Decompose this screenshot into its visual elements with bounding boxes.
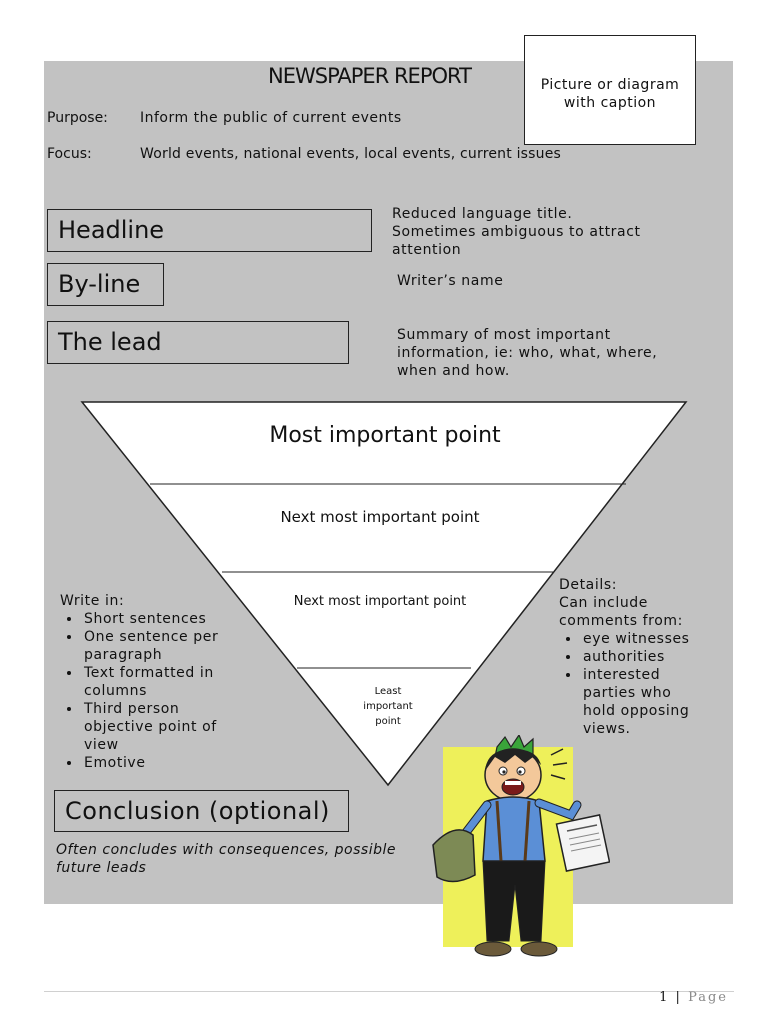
write-in-list	[60, 592, 235, 772]
list-item: • interested parties who hold opposing views.	[581, 666, 699, 738]
purpose-label: Purpose:	[47, 110, 108, 126]
conclusion-note: Often concludes with consequences, possible future leads	[56, 842, 396, 876]
purpose-text: Inform the public of current events	[140, 110, 402, 126]
focus-text: World events, national events, local events, current issues	[140, 146, 562, 162]
details-list	[559, 576, 699, 738]
page-footer	[659, 990, 728, 1005]
pyramid-level-2: Next most important point	[280, 508, 480, 526]
lead-box: The lead	[47, 321, 349, 364]
list-item: • Third person objective point of view	[82, 700, 235, 754]
write-in-heading: Write in:	[60, 593, 125, 609]
page-number: 1	[659, 990, 670, 1005]
byline-box: By-line	[47, 263, 164, 306]
list-item: • authorities	[581, 648, 699, 666]
newsboy-illustration	[425, 735, 610, 967]
lead-description: Summary of most important information, ie: who, what, where, when and how.	[397, 327, 658, 379]
list-item: • eye witnesses	[581, 630, 699, 648]
pyramid-level-4: Least important point	[363, 686, 413, 727]
pyramid-level-3: Next most important point	[293, 594, 467, 609]
list-item: • Short sentences	[82, 610, 235, 628]
byline-description: Writer’s name	[397, 273, 504, 289]
headline-box: Headline	[47, 209, 372, 252]
details-heading: Details:	[559, 577, 618, 593]
list-item: • One sentence per paragraph	[82, 628, 235, 664]
conclusion-box: Conclusion (optional)	[54, 790, 349, 832]
headline-description: Reduced language title. Sometimes ambiguous to attract attention	[392, 206, 641, 258]
list-item: • Emotive	[82, 754, 235, 772]
list-item: • Text formatted in columns	[82, 664, 235, 700]
details-subheading: Can include comments from:	[559, 595, 683, 629]
pyramid-level-1: Most important point	[269, 423, 501, 448]
page-title: NEWSPAPER REPORT	[268, 64, 471, 88]
page-word: Page	[688, 990, 728, 1005]
picture-caption-box: Picture or diagram with caption	[524, 35, 696, 145]
footer-divider	[44, 991, 734, 992]
footer-separator: |	[669, 990, 689, 1005]
focus-label: Focus:	[47, 146, 92, 162]
